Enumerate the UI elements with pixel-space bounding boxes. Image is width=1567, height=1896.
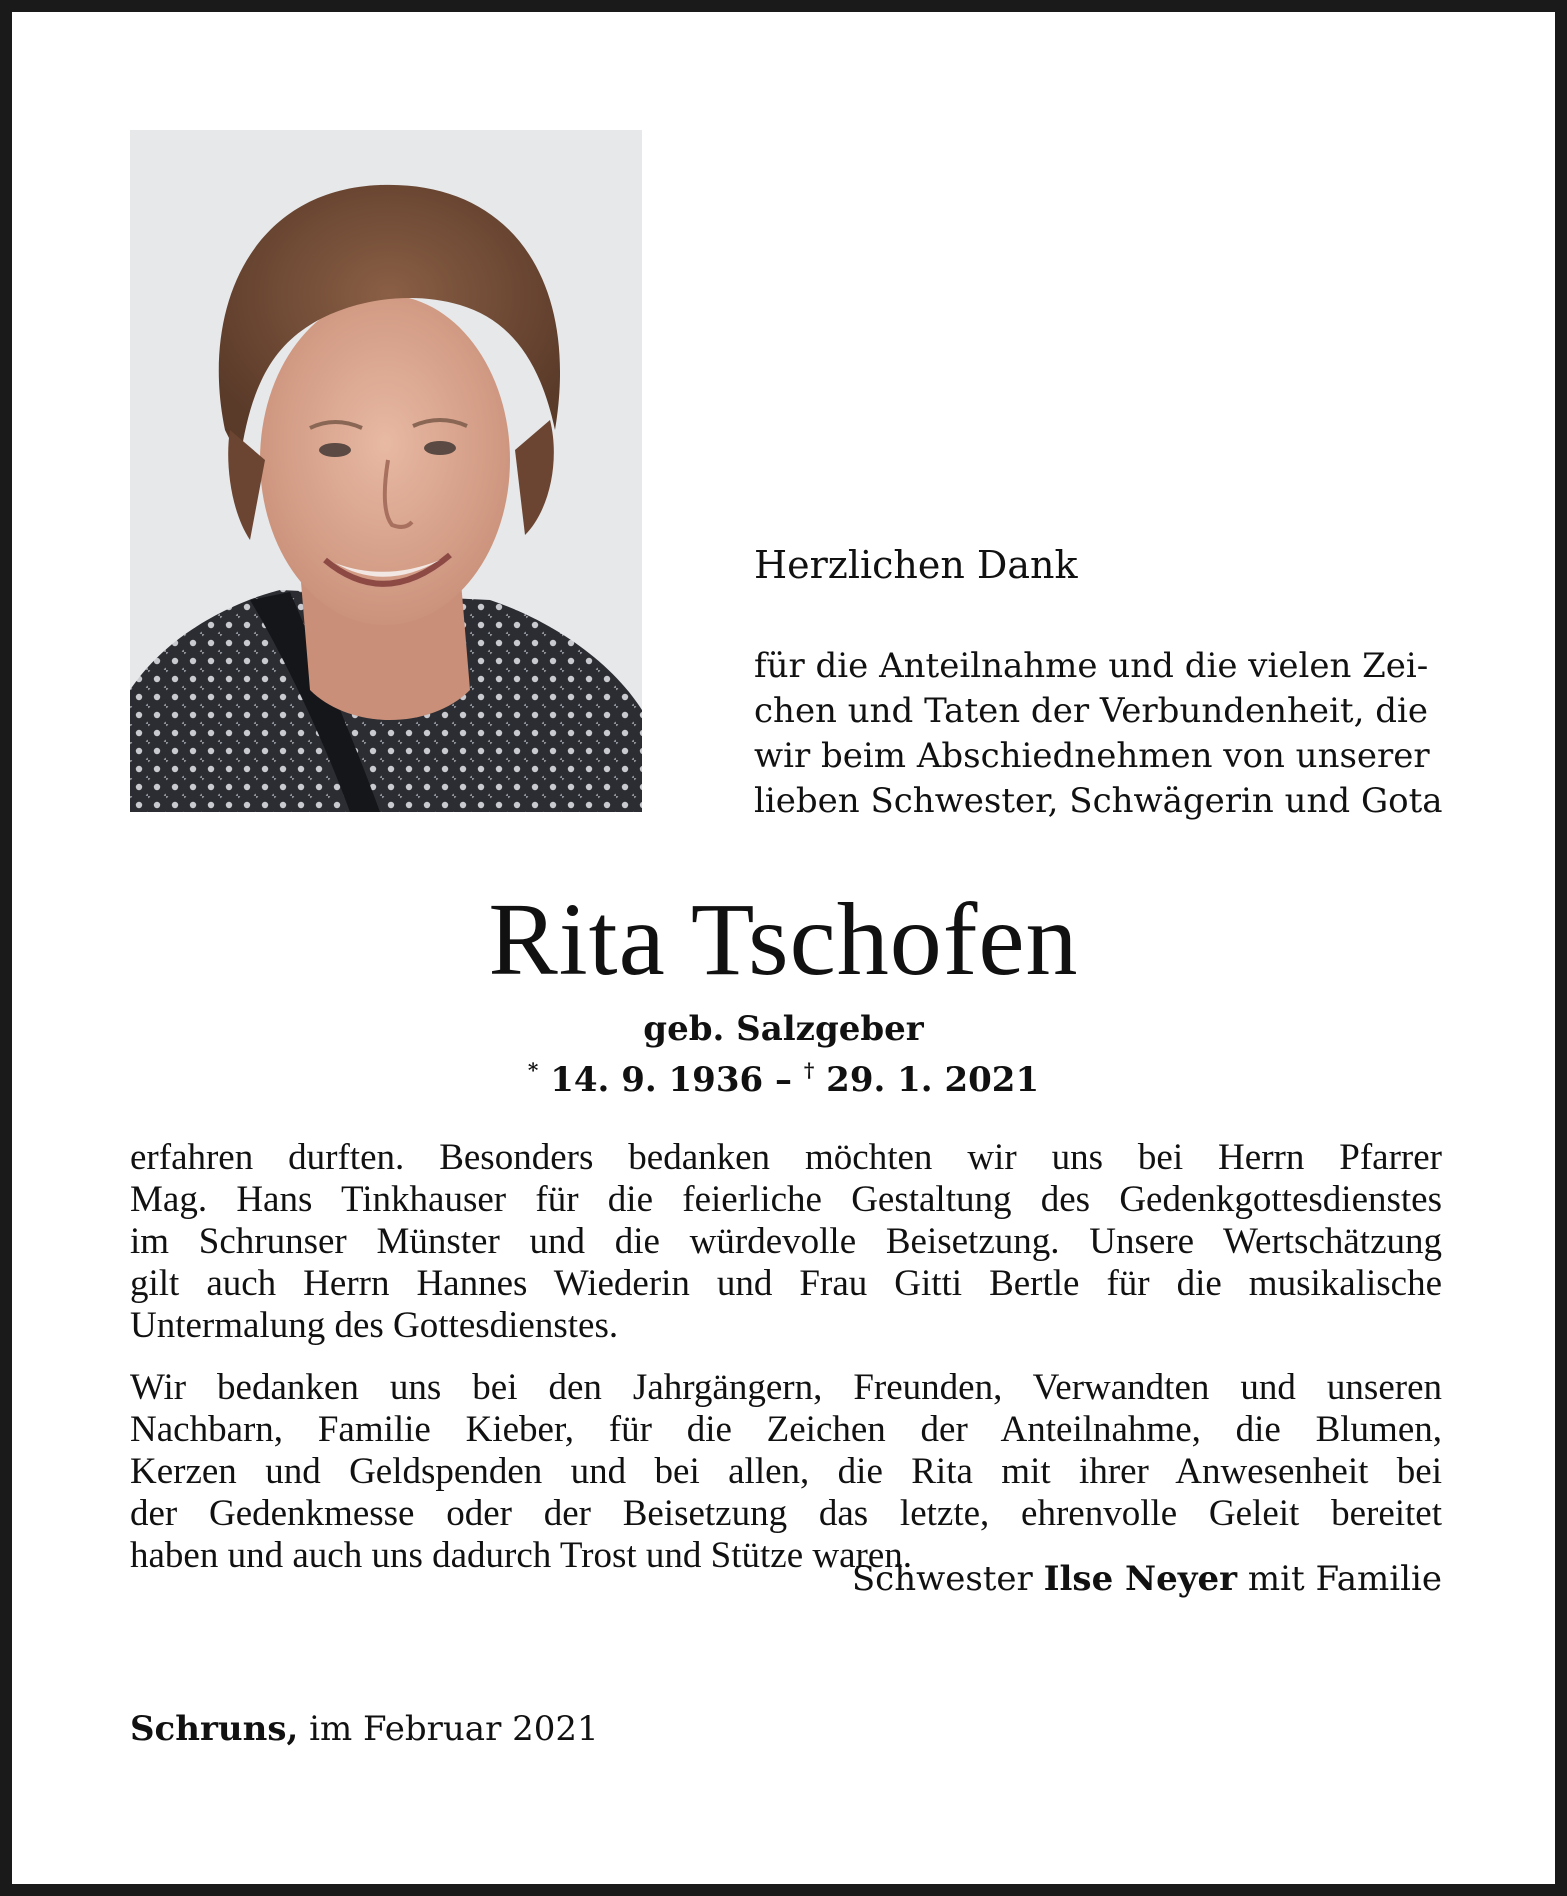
intro-line: lieben Schwester, Schwägerin und Gota [754,781,1443,821]
life-dates [12,1049,1555,1101]
maiden-name: geb. Salzgeber [643,1009,924,1049]
paragraph-line: im Schrunser Münster und die würdevolle Beisetzung. Unsere Wertschätzung [130,1221,1442,1262]
paragraph-line: Kerzen und Geldspenden und bei allen, die Rita mit ihrer Anwesenheit bei [130,1451,1442,1492]
thanks-paragraph-1 [130,1137,1442,1347]
signature-suffix: mit Familie [1237,1559,1442,1599]
intro-line: wir beim Abschiednehmen von unserer [754,736,1430,776]
paragraph-line: erfahren durften. Besonders bedanken möchten wir uns bei Herrn Pfarrer [130,1137,1442,1178]
date: im Februar 2021 [298,1709,599,1749]
place-date [130,1707,599,1751]
place: Schruns, [130,1709,299,1749]
signature-name: Ilse Neyer [1043,1559,1238,1599]
paragraph-line: Untermalung des Gottesdienstes. [130,1305,619,1346]
deceased-name: Rita Tschofen [488,882,1079,997]
date-separator: – [763,1060,804,1100]
paragraph-line: gilt auch Herrn Hannes Wiederin und Frau Gitti Bertle für die musikalische [130,1263,1442,1304]
intro-line: für die Anteilnahme und die vielen Zei- [754,646,1429,686]
paragraph-line: Wir bedanken uns bei den Jahrgängern, Freunden, Verwandten und unseren [130,1367,1442,1408]
thanks-paragraph-2 [130,1367,1442,1577]
signature-prefix: Schwester [851,1559,1044,1599]
birth-symbol: * [527,1058,539,1082]
death-symbol: † [803,1058,815,1082]
signature [852,1557,1442,1601]
heading-herzlichen-dank: Herzlichen Dank [754,543,1078,587]
portrait-photo [130,130,642,812]
intro-text [754,644,1444,824]
portrait-image [130,130,642,812]
birth-date: 14. 9. 1936 [550,1060,764,1100]
obituary-page [12,12,1555,1884]
paragraph-line: haben und auch uns dadurch Trost und Stütze waren. [130,1535,913,1576]
intro-line: chen und Taten der Verbundenheit, die [754,691,1428,731]
paragraph-line: Nachbarn, Familie Kieber, für die Zeichen der Anteilnahme, die Blumen, [130,1409,1442,1450]
paragraph-line: der Gedenkmesse oder der Beisetzung das letzte, ehrenvolle Geleit bereitet [130,1493,1442,1534]
death-date: 29. 1. 2021 [826,1060,1040,1100]
paragraph-line: Mag. Hans Tinkhauser für die feierliche Gestaltung des Gedenkgottesdienstes [130,1179,1442,1220]
